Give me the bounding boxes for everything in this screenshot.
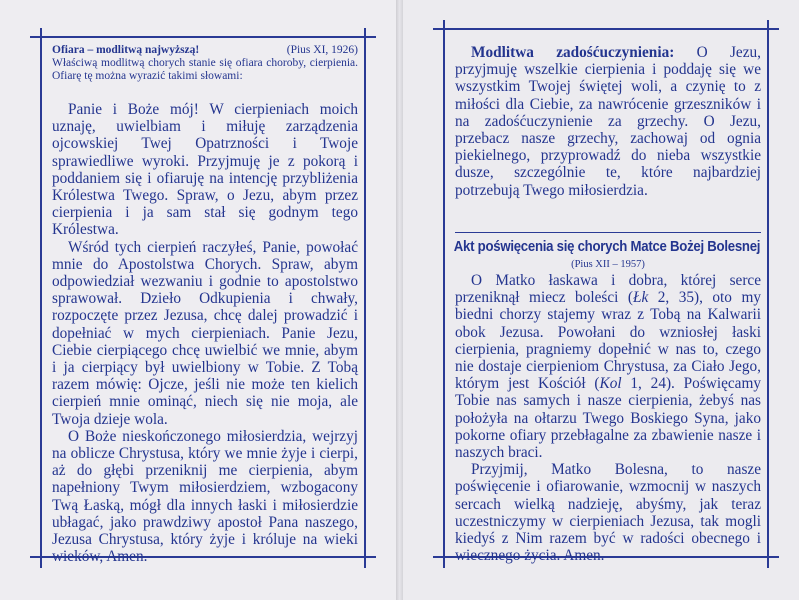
consecration-paragraph-2: Przyjmij, Matko Bolesna, to nasze poświęcenie i ofiarowanie, wzmocnij w naszych sercach wielką nadzieję, abyśmy, jak teraz uczestniczymy w cierpieniach Jezusa, tak mogli kiedyś z Nim razem być w radości obecnego i wiecznego życia. Amen.	[455, 461, 761, 565]
ref-kol: Kol	[599, 375, 622, 393]
intro-source: (Pius XI, 1926)	[286, 44, 358, 56]
right-frame-left	[443, 20, 445, 568]
reparation-prayer	[455, 44, 761, 199]
left-frame-top	[30, 36, 376, 38]
section-divider	[455, 232, 761, 233]
p1-part-c: 1, 24). Poświęcamy Tobie nas samych i nasze cierpienia, żebyś nas położyła na ołtarzu Twego Boskiego Syna, jako pokorne ofiary przebłagalne za zbawienie nasze i naszych braci.	[455, 375, 761, 462]
consecration-heading: Akt poświęcenia się chorych Matce Bożej Bolesnej	[453, 238, 761, 255]
left-paragraph-1: Panie i Boże mój! W cierpieniach moich uznaję, uwielbiam i miłuję zarządzenia ojcowskiej Twej Opatrzności i Twoje sprawiedliwe wyroki. Przyjmuję je z pokorą i poddaniem się i ofiaruję na intencję przybliżenia Królestwa Twego. Spraw, o Jezu, abym przez cierpienia i ja sam stał się godnym tego Królestwa.	[52, 101, 358, 239]
p1-part-a: O Matko łaskawa i dobra, której serce przeniknął miecz boleści (	[455, 272, 761, 307]
left-frame-right	[364, 28, 366, 568]
intro-title: Ofiara – modlitwą najwyższą!	[52, 44, 200, 56]
consecration-text	[455, 272, 761, 564]
reparation-text: O Jezu, przyjmuję wszelkie cierpienia i poddaję się we wszystkim Twojej świętej woli, a czynię to z miłości dla Ciebie, za nawrócenie grzeszników i na zadośćuczynienie za grzechy. O Jezu, przebacz nasze grzechy, zachowaj od ognia piekielnego, przyprowadź do nieba wszystkie dusze, szczególnie te, które najbardziej potrzebują Twego miłosierdzia.	[455, 44, 761, 199]
left-frame-left	[40, 28, 42, 568]
left-page	[0, 0, 396, 600]
left-prayer	[52, 101, 358, 565]
left-paragraph-3: O Boże nieskończonego miłosierdzia, wejrzyj na oblicze Chrystusa, który we mnie żyje i cierpi, aż do głębi przeniknij me cierpienia, abym napełniony Twym miłosierdziem, wzbogacony Twą Łaską, mógł dla innych łaski i miłosierdzie ubłagać, jako prawdziwy apostoł Pana naszego, Jezusa Chrystusa, który żyje i króluje na wieki wieków, Amen.	[52, 427, 358, 566]
intro-text: Właściwą modlitwą chorych stanie się ofiara choroby, cierpienia. Ofiarę tę można wyrazić takimi słowami:	[52, 57, 358, 82]
left-paragraph-2: Wśród tych cierpień raczyłeś, Panie, powołać mnie do Apostolstwa Chorych. Spraw, abym odpowiedział wezwaniu i godnie to apostolstwo sprawował. Dzieło Odkupienia i chwały, rozpoczęte przez Jezusa, chcę dalej prowadzić i dopełniać w mych cierpieniach. Panie Jezu, Ciebie cierpiącego chcę uwielbić we mnie, abym i ja cierpiący był uwielbiony w Tobie. Z Tobą razem mówię: Ojcze, jeśli nie może ten kielich cierpień mnie ominąć, niech się nie moja, ale Twoja dzieje wola.	[52, 238, 358, 428]
consecration-source: (Pius XII – 1957)	[571, 259, 645, 270]
right-frame-right	[767, 20, 769, 568]
right-frame-top	[433, 28, 779, 30]
ref-lk: Łk	[632, 289, 649, 307]
page-fold	[396, 0, 403, 600]
reparation-title: Modlitwa zadośćuczynienia:	[471, 44, 675, 61]
right-page	[403, 0, 799, 600]
left-intro	[52, 44, 358, 83]
p1-part-b: 2, 35), oto my biedni chorzy stajemy wraz z Tobą na Kalwarii obok Jezusa. Powołani do wzniosłej łaski cierpienia, pragniemy dopełnić w nas to, czego nie dostaje cierpieniom Chrystusa, za Ciało Jego, którym jest Kościół (	[455, 289, 761, 393]
consecration-paragraph-1	[455, 272, 761, 461]
